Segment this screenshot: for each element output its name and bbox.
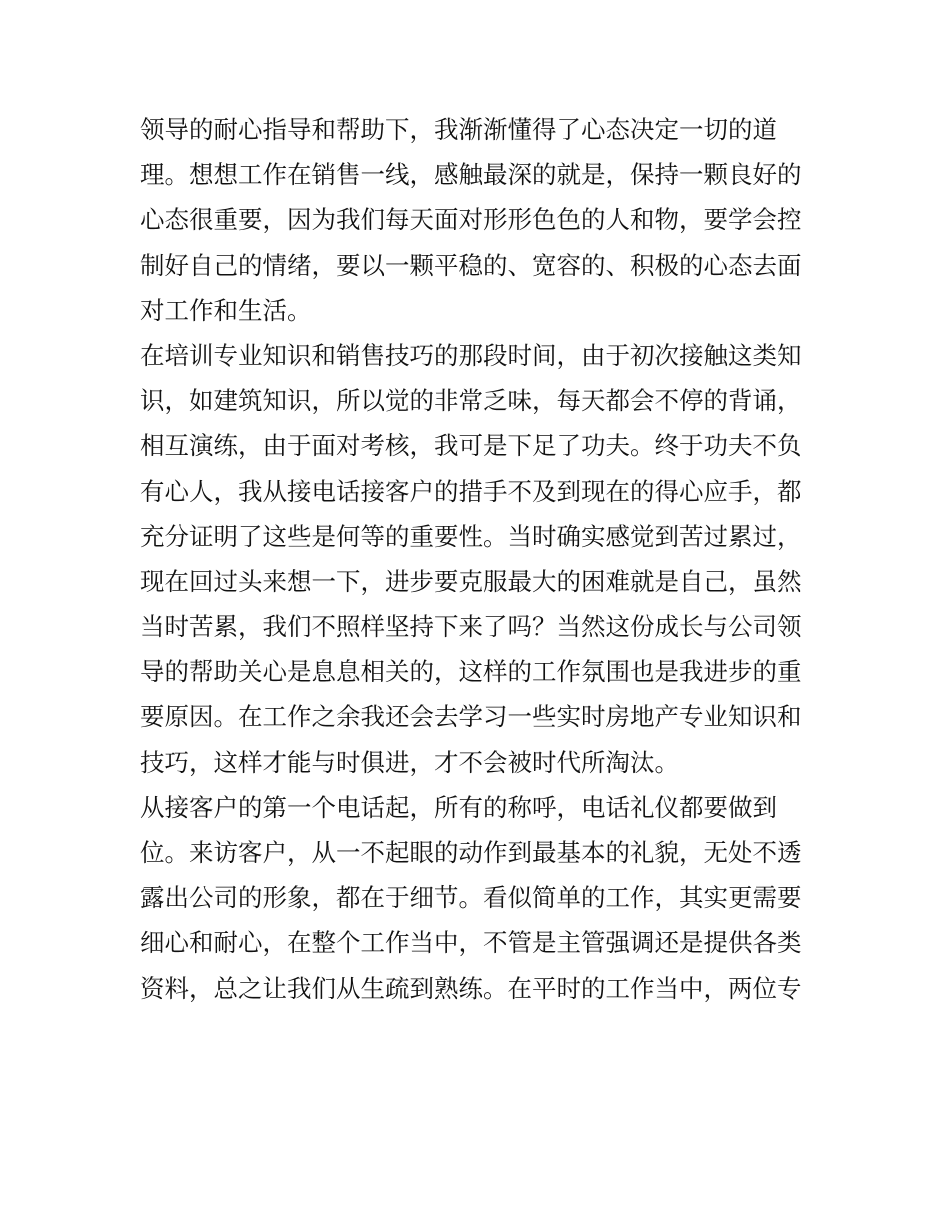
text-line: 技巧，这样才能与时俱进，才不会被时代所淘汰。	[140, 747, 679, 777]
text-line: 对工作和生活。	[140, 295, 312, 325]
text-line: 当时苦累，我们不照样坚持下来了吗？当然这份成长与公司领	[140, 612, 802, 642]
text-line: 细心和耐心，在整个工作当中，不管是主管强调还是提供各类	[140, 928, 802, 958]
text-line: 要原因。在工作之余我还会去学习一些实时房地产专业知识和	[140, 702, 802, 732]
text-line: 从接客户的第一个电话起，所有的称呼，电话礼仪都要做到	[140, 792, 777, 822]
body-text	[140, 107, 820, 1011]
text-line: 制好自己的情绪，要以一颗平稳的、宽容的、积极的心态去面	[140, 250, 802, 280]
text-line: 导的帮助关心是息息相关的，这样的工作氛围也是我进步的重	[140, 657, 802, 687]
text-line: 理。想想工作在销售一线，感触最深的就是，保持一颗良好的	[140, 160, 802, 190]
text-line: 在培训专业知识和销售技巧的那段时间，由于初次接触这类知	[140, 340, 802, 370]
text-line: 位。来访客户，从一不起眼的动作到最基本的礼貌，无处不透	[140, 838, 802, 867]
text-line: 相互演练，由于面对考核，我可是下足了功夫。终于功夫不负	[140, 431, 802, 461]
text-line: 充分证明了这些是何等的重要性。当时确实感觉到苦过累过，	[140, 521, 802, 551]
text-line: 露出公司的形象，都在于细节。看似简单的工作，其实更需要	[140, 883, 802, 913]
text-line: 领导的耐心指导和帮助下，我渐渐懂得了心态决定一切的道	[140, 115, 777, 144]
text-line: 资料，总之让我们从生疏到熟练。在平时的工作当中，两位专	[140, 973, 802, 1003]
text-line: 有心人，我从接电话接客户的措手不及到现在的得心应手，都	[140, 476, 802, 506]
text-line: 现在回过头来想一下，进步要克服最大的困难就是自己，虽然	[140, 566, 802, 596]
text-line: 识，如建筑知识，所以觉的非常乏味，每天都会不停的背诵，	[140, 386, 802, 416]
text-line: 心态很重要，因为我们每天面对形形色色的人和物，要学会控	[140, 205, 802, 235]
